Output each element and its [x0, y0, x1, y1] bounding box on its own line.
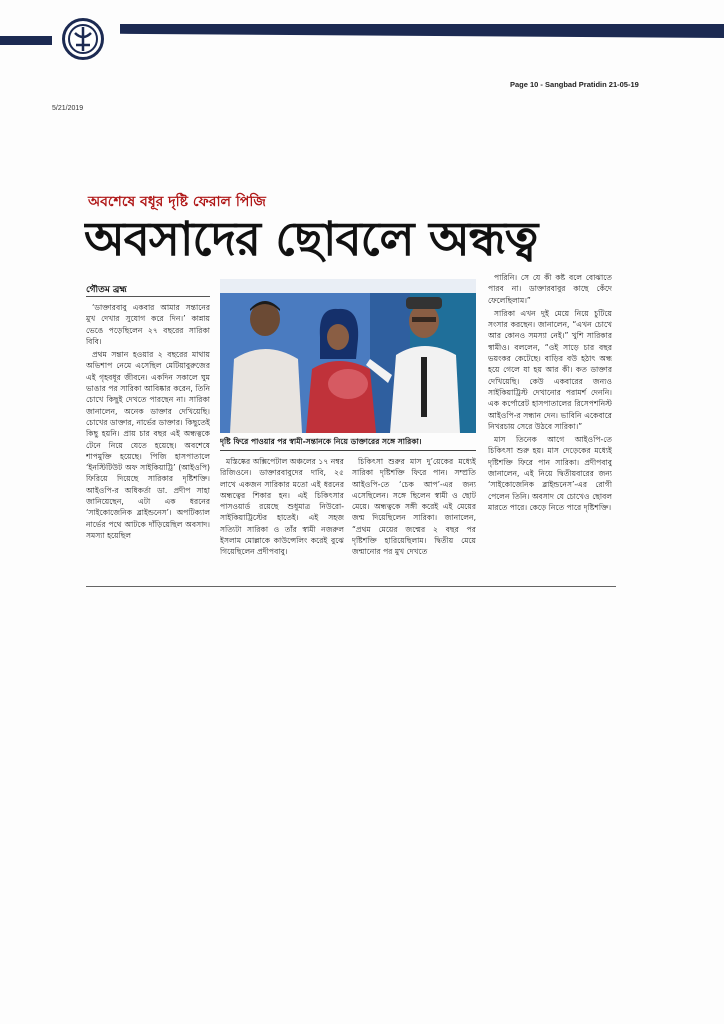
paragraph: চিকিৎসা শুরুর মাস দু’য়েকের মধ্যেই সারিকা দৃষ্টিশক্তি ফিরে পান। সম্প্রতি আইওপি-তে ‘চেক আপ’-এর জন্য এসেছিলেন। সঙ্গে ছিলেন স্বামী ও ছোট মেয়ে। অন্ধত্বকে সঙ্গী করেই এই মেয়ের জন্ম দিয়েছিলেন সারিকা। জানালেন, “প্রথম মেয়ের জন্মের ২ বছর পর দৃষ্টিশক্তি হারিয়েছিলাম। দ্বিতীয় মেয়ে জন্মানোর পর মুখ দেখতে	[352, 457, 476, 557]
page-reference: Page 10 - Sangbad Pratidin 21-05-19	[510, 80, 639, 89]
article-column-2	[220, 456, 344, 584]
article-photo	[220, 279, 476, 433]
paragraph: সারিকা এখন দুই মেয়ে নিয়ে চুটিয়ে সংসার করছেন। জানালেন, “এখন চোখে আর কোনও সমস্যা নেই।” খুশি সারিকার স্বামীও। বললেন, “ওই সাড়ে চার বছর ভয়ংকর কেটেছে। বাড়ির বউ হঠাৎ অন্ধ হয়ে গেলে যা হয় আর কী। কত ডাক্তার দেখিয়েছি। কেউ একবারের জন্যও সাইকিয়াট্রিস্ট দেখানোর পরামর্শ দেননি। এক কর্পোরেট হাসপাতালের রিসেপশনিস্ট আইওপি-র সন্ধান দেন। ভাবিনি একেবারে নিখরচায় সেরে উঠবে সারিকা।”	[488, 308, 612, 431]
article-column-4	[488, 272, 612, 584]
byline-divider	[86, 296, 210, 297]
paragraph: পারিনি। সে যে কী কষ্ট বলে বোঝাতে পারব না। ডাক্তারবাবুর কাছে কেঁদে ফেলেছিলাম।”	[488, 273, 612, 305]
caption-divider	[220, 450, 476, 451]
masthead-bar-left	[0, 36, 52, 45]
article-bottom-divider	[86, 586, 616, 587]
article-headline: অবসাদের ছোবলে অন্ধত্ব	[84, 212, 538, 267]
newspaper-logo-icon	[62, 18, 104, 60]
paragraph: প্রথম সন্তান হওয়ার ২ বছরের মাথায় অভিশাপ নেমে এসেছিল মেটিয়াবুরুজের এই গৃহবধূর জীবনে। একদিন সকালে ঘুম ভাঙার পর সারিকা আবিষ্কার করেন, তিনি চোখে কিছুই দেখতে পারছেন না। সারিকা জানালেন, অনেক ডাক্তার দেখিয়েছি। চোখের ডাক্তার, নার্ভের ডাক্তার। কিছুতেই কিছু হয়নি। প্রায় চার বছর এই অন্ধত্বকে টেনে নিয়ে যেতে হয়েছে। অবশেষে শাপমুক্তি হয়েছে। পিজি হাসপাতালে ‘ইনস্টিটিউট অফ সাইকিয়াট্রি’ (আইওপি) ফিরিয়ে দিয়েছে সারিকার দৃষ্টিশক্তি। আইওপি-র অধিকর্তা ডা. প্রদীপ সাহা জানিয়েছেন, এটা এক ধরনের ‘সাইকোজেনিক ব্লাইন্ডনেস’। অপটিক্যাল নার্ভের পথে আটকে দাঁড়িয়েছিল অবসাদ। সমস্যা হয়েছিল	[86, 350, 210, 540]
masthead-bar-right	[120, 24, 724, 38]
article-byline: গৌতম ব্রহ্ম	[86, 285, 127, 295]
article-column-3	[352, 456, 476, 584]
paragraph: ‘ডাক্তারবাবু একবার আমার সন্তানের মুখ দেখার সুযোগ করে দিন।’ কান্নায় ভেঙে পড়েছিলেন ২৭ বছরের সারিকা বিবি।	[86, 303, 210, 346]
article-column-1	[86, 302, 210, 584]
article-kicker: অবশেষে বধূর দৃষ্টি ফেরাল পিজি	[88, 194, 266, 210]
photo-caption: দৃষ্টি ফিরে পাওয়ার পর স্বামী-সন্তানকে নিয়ে ডাক্তারের সঙ্গে সারিকা।	[220, 437, 422, 446]
paragraph: মস্তিষ্কের অক্সিপেটাল অঞ্চলের ১৭ নম্বর রিজিওনে। ডাক্তারবাবুদের দাবি, ২৫ লাখে একজন সারিকার মতো এই ধরনের অন্ধত্বের শিকার হন। এই চিকিৎসার পাসওয়ার্ড রয়েছে শুধুমাত্র নিউরো-সাইকিয়াট্রিস্টের হাতেই। এই সহজ সত্যিটা সারিকা ও তাঁর স্বামী নজরুল ইসলাম মোল্লাকে কাউন্সেলিং করেই বুঝে গিয়েছিলেন প্রদীপবাবু।	[220, 457, 344, 557]
paragraph: মাস তিনেক আগে আইওপি-তে চিকিৎসা শুরু হয়। মাস দেড়েকের মধ্যেই দৃষ্টিশক্তি ফিরে পান সারিকা। প্রদীপবাবু জানালেন, এই নিয়ে দ্বিতীয়বারের জন্য ‘সাইকোজেনিক ব্লাইন্ডনেস’-এর রোগী পেলেন তিনি। অবসাদ যে চোখেও ছোবল মারতে পারে। কেড়ে নিতে পারে দৃষ্টিশক্তি।	[488, 435, 612, 512]
clipping-date: 5/21/2019	[52, 105, 84, 112]
